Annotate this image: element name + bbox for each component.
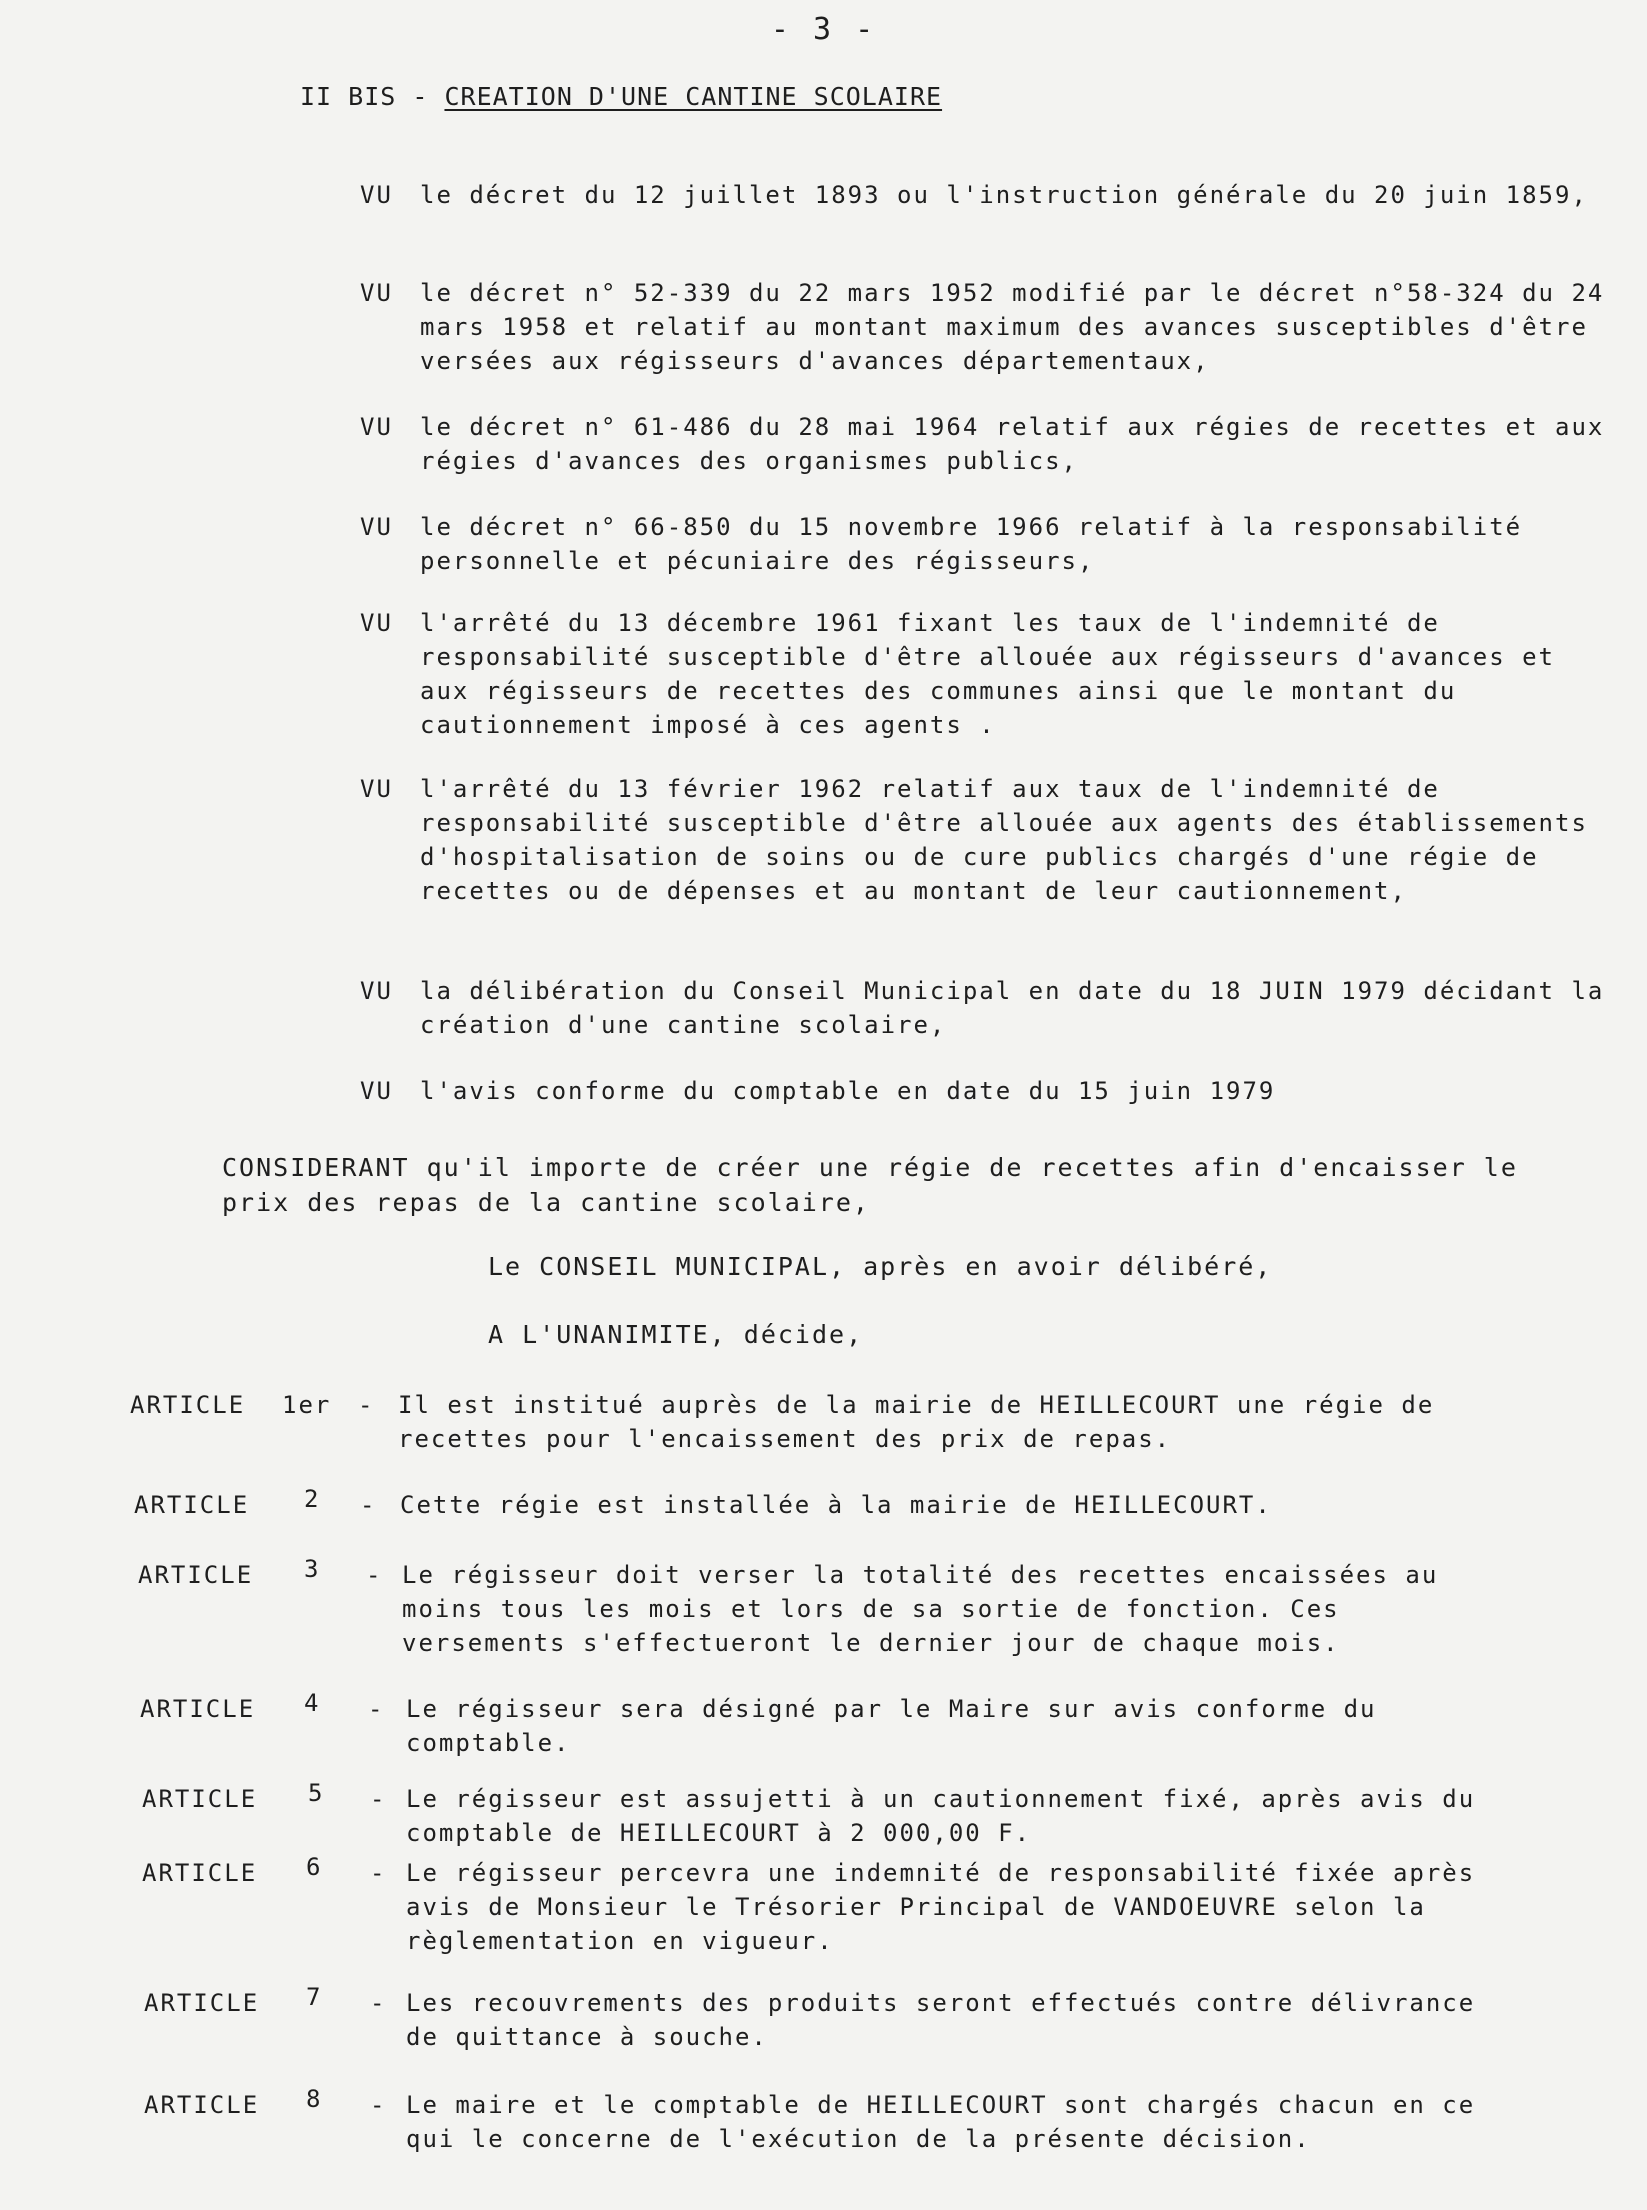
article-number: 1er [282, 1391, 332, 1419]
heading-prefix: II BIS - [300, 82, 445, 111]
article-dash: - [370, 1859, 387, 1887]
vu-label: VU [360, 279, 393, 307]
vu-clause [360, 1074, 1620, 1108]
section-heading [300, 82, 942, 111]
article-text: Le régisseur percevra une indemnité de responsabilité fixée après avis de Monsieur le Trésorier Principal de VANDOEUVRE selon la règlementation en vigueur. [406, 1859, 1476, 1955]
vu-text: le décret n° 61-486 du 28 mai 1964 relatif aux régies de recettes et aux régies d'avances des organismes publics, [420, 413, 1605, 475]
article-text: Le régisseur est assujetti à un cautionnement fixé, après avis du comptable de HEILLECOURT à 2 000,00 F. [406, 1785, 1476, 1847]
article-label: ARTICLE [130, 1391, 246, 1419]
article-number: 2 [304, 1485, 321, 1513]
vu-label: VU [360, 775, 393, 803]
article-label: ARTICLE [142, 1859, 258, 1887]
vu-text: l'arrêté du 13 février 1962 relatif aux taux de l'indemnité de responsabilité susceptible d'être allouée aux agents des établissements d'hospitalisation de soins ou de cure publics chargés d'une régie de recettes ou de dépenses et au montant de leur cautionnement, [420, 775, 1588, 905]
article-text: Le régisseur sera désigné par le Maire sur avis conforme du comptable. [406, 1695, 1377, 1757]
vu-label: VU [360, 609, 393, 637]
article-text: Il est institué auprès de la mairie de HEILLECOURT une régie de recettes pour l'encaissement des prix de repas. [398, 1391, 1435, 1453]
conseil-line: Le CONSEIL MUNICIPAL, après en avoir délibéré, [488, 1252, 1273, 1281]
vu-text: le décret n° 66-850 du 15 novembre 1966 relatif à la responsabilité personnelle et pécuniaire des régisseurs, [420, 513, 1523, 575]
vu-clause [360, 410, 1620, 478]
vu-clause [360, 606, 1620, 742]
article-label: ARTICLE [144, 1989, 260, 2017]
considerant-paragraph: CONSIDERANT qu'il importe de créer une régie de recettes afin d'encaisser le prix des repas de la cantine scolaire, [222, 1153, 1518, 1217]
article-number: 5 [308, 1779, 325, 1807]
article-number: 7 [306, 1983, 323, 2011]
article-text: Le maire et le comptable de HEILLECOURT sont chargés chacun en ce qui le concerne de l'exécution de la présente décision. [406, 2091, 1476, 2153]
article-dash: - [370, 2091, 387, 2119]
vu-label: VU [360, 977, 393, 1005]
vu-clause [360, 974, 1620, 1042]
article-label: ARTICLE [134, 1491, 250, 1519]
vu-label: VU [360, 513, 393, 541]
article-number: 4 [304, 1689, 321, 1717]
article-label: ARTICLE [142, 1785, 258, 1813]
article-dash: - [360, 1491, 377, 1519]
article-dash: - [368, 1695, 385, 1723]
vu-clause [360, 510, 1620, 578]
article-label: ARTICLE [140, 1695, 256, 1723]
article-label: ARTICLE [144, 2091, 260, 2119]
vu-clause [360, 276, 1620, 378]
article-dash: - [370, 1989, 387, 2017]
article-text: Cette régie est installée à la mairie de HEILLECOURT. [400, 1491, 1272, 1519]
vu-label: VU [360, 1077, 393, 1105]
article-number: 3 [304, 1555, 321, 1583]
heading-title: CREATION D'UNE CANTINE SCOLAIRE [444, 82, 943, 111]
vu-text: le décret n° 52-339 du 22 mars 1952 modifié par le décret n°58-324 du 24 mars 1958 et relatif au montant maximum des avances susceptibles d'être versées aux régisseurs d'avances départementaux, [420, 279, 1605, 375]
vu-clause [360, 772, 1620, 908]
vu-text: l'arrêté du 13 décembre 1961 fixant les taux de l'indemnité de responsabilité susceptible d'être allouée aux régisseurs d'avances et aux régisseurs de recettes des communes ainsi que le montant du cautionnement imposé à ces agents . [420, 609, 1555, 739]
page-number: - 3 - [770, 12, 877, 47]
article-dash: - [358, 1391, 375, 1419]
article-text: Le régisseur doit verser la totalité des recettes encaissées au moins tous les mois et lors de sa sortie de fonction. Ces versements s'effectueront le dernier jour de chaque mois. [402, 1561, 1439, 1657]
article-number: 6 [306, 1853, 323, 1881]
article-label: ARTICLE [138, 1561, 254, 1589]
vu-text: la délibération du Conseil Municipal en date du 18 JUIN 1979 décidant la création d'une cantine scolaire, [420, 977, 1605, 1039]
article-dash: - [370, 1785, 387, 1813]
vu-label: VU [360, 181, 393, 209]
vu-clause [360, 178, 1620, 212]
vu-text: l'avis conforme du comptable en date du 15 juin 1979 [420, 1077, 1276, 1105]
vu-label: VU [360, 413, 393, 441]
article-number: 8 [306, 2085, 323, 2113]
article-dash: - [366, 1561, 383, 1589]
article-text: Les recouvrements des produits seront effectués contre délivrance de quittance à souche. [406, 1989, 1476, 2051]
unanimite-line: A L'UNANIMITE, décide, [488, 1320, 864, 1349]
vu-text: le décret du 12 juillet 1893 ou l'instruction générale du 20 juin 1859, [420, 181, 1588, 209]
